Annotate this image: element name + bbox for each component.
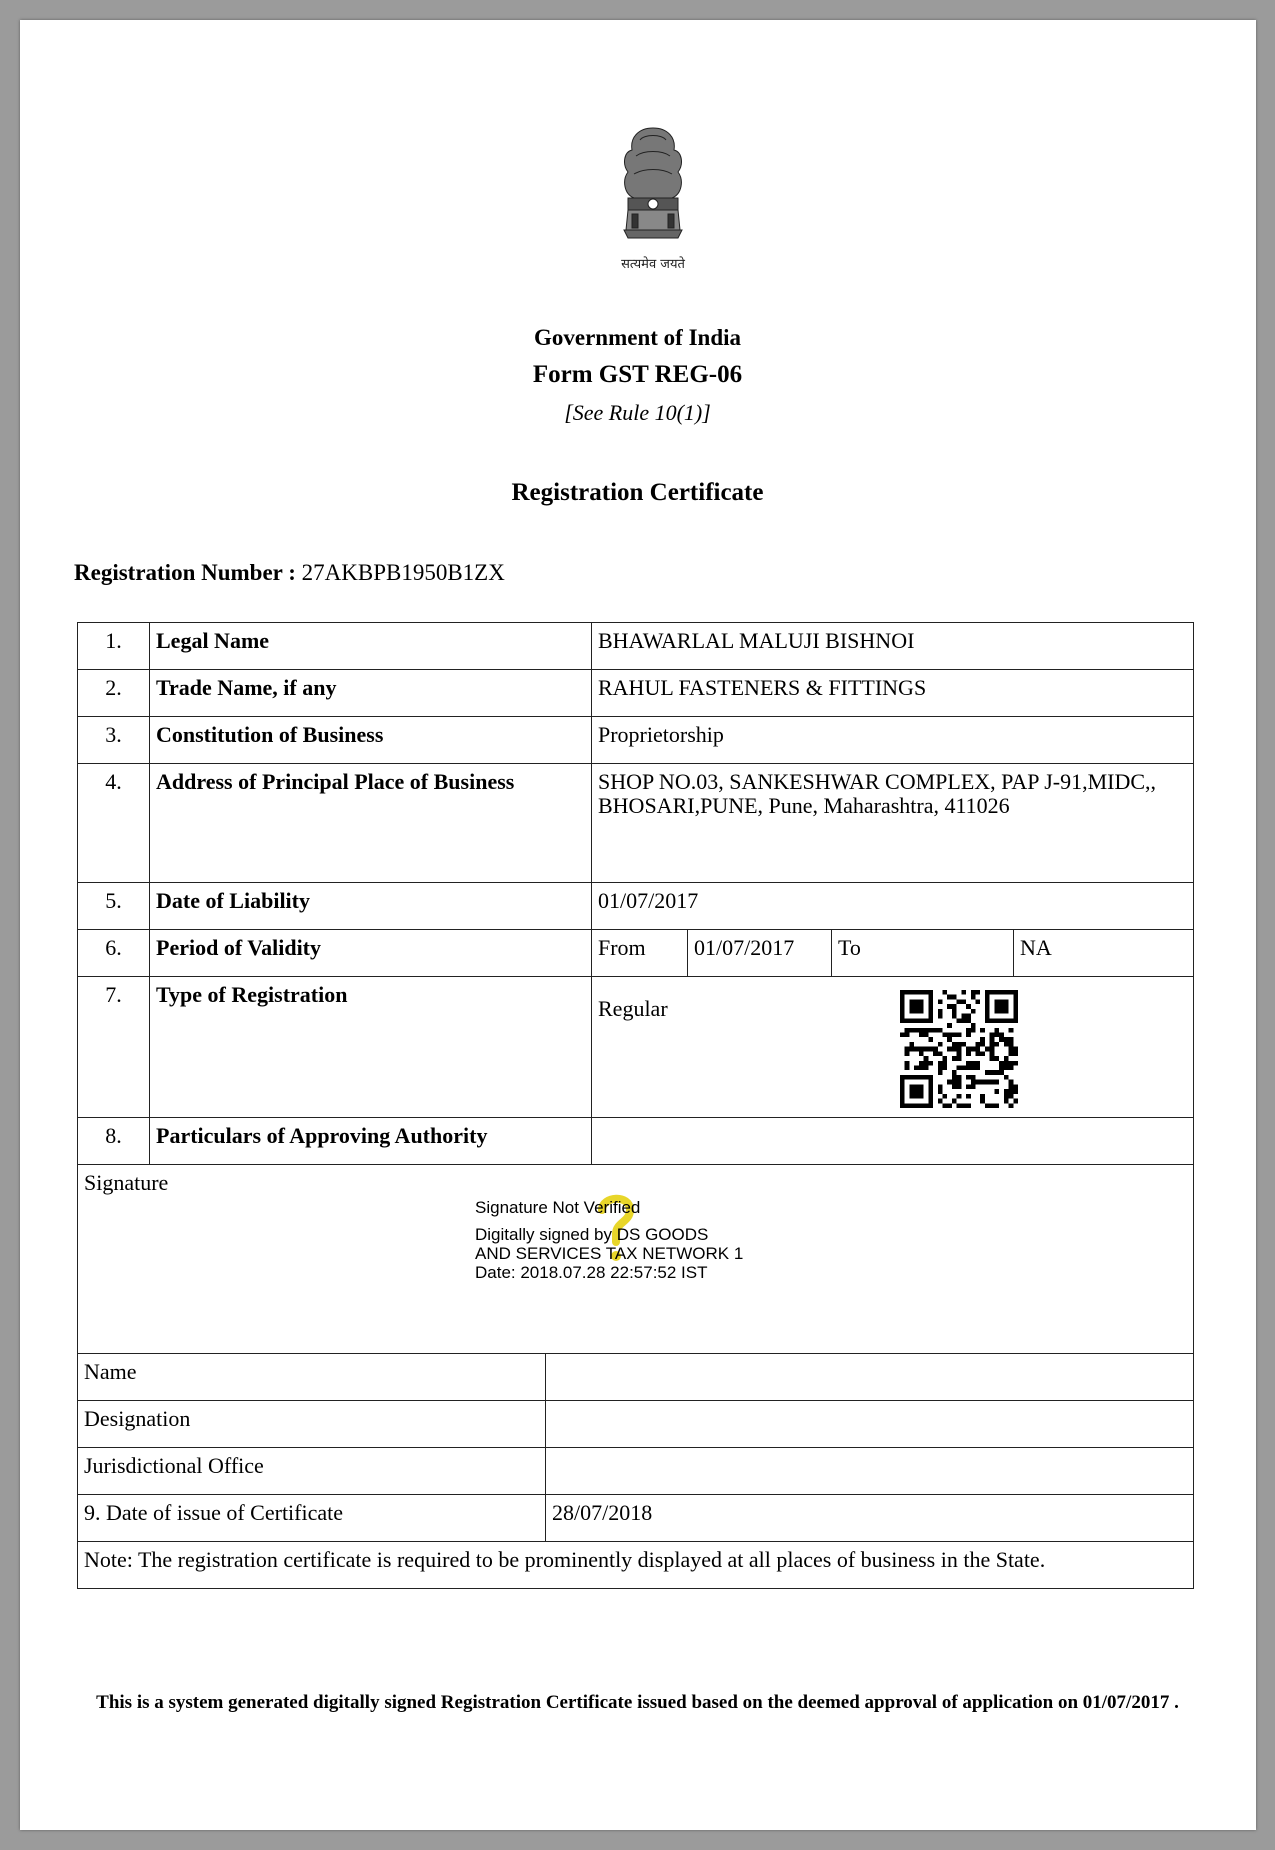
display-note: Note: The registration certificate is required to be prominently displayed at all places of business in the State.	[78, 1542, 1194, 1589]
table-row	[78, 1118, 1194, 1165]
emblem-motto: सत्यमेव जयते	[621, 257, 685, 272]
officer-name-value	[546, 1354, 1194, 1401]
table-row	[78, 623, 1194, 670]
signature-label: Signature	[78, 1165, 1194, 1354]
table-row	[78, 1542, 1194, 1589]
registration-number: 27AKBPB1950B1ZX	[301, 560, 505, 585]
table-row	[78, 1354, 1194, 1401]
row-number: 1.	[78, 623, 150, 670]
validity-to-value: NA	[1014, 930, 1194, 977]
row-number: 8.	[78, 1118, 150, 1165]
constitution-label: Constitution of Business	[150, 717, 592, 764]
table-row	[78, 1495, 1194, 1542]
table-row	[78, 1448, 1194, 1495]
registration-type-label: Type of Registration	[150, 977, 592, 1118]
liability-date-value: 01/07/2017	[592, 883, 1194, 930]
digital-signature-block	[475, 1198, 743, 1282]
legal-name-label: Legal Name	[150, 623, 592, 670]
table-row	[78, 930, 1194, 977]
trade-name-value: RAHUL FASTENERS & FITTINGS	[592, 670, 1194, 717]
table-row	[78, 717, 1194, 764]
validity-from-value: 01/07/2017	[688, 930, 832, 977]
form-name: Form GST REG-06	[532, 361, 743, 388]
designation-value	[546, 1401, 1194, 1448]
registration-number-line	[74, 560, 505, 586]
row-number: 4.	[78, 764, 150, 883]
row-number: 5.	[78, 883, 150, 930]
registration-type-value: Regular	[592, 977, 1194, 1118]
issue-date-label: 9. Date of issue of Certificate	[78, 1495, 546, 1542]
table-row	[78, 670, 1194, 717]
validity-to-label: To	[832, 930, 1014, 977]
signature-date: Date: 2018.07.28 22:57:52 IST	[475, 1263, 708, 1282]
signature-signer-line2: AND SERVICES TAX NETWORK 1	[475, 1244, 744, 1263]
system-generated-footer: This is a system generated digitally signed Registration Certificate issued based on the deemed approval of application on 01/07/2017 .	[96, 1692, 1179, 1713]
table-row	[78, 1401, 1194, 1448]
constitution-value: Proprietorship	[592, 717, 1194, 764]
row-number: 2.	[78, 670, 150, 717]
table-row	[78, 883, 1194, 930]
government-heading: Government of India	[534, 325, 741, 350]
liability-date-label: Date of Liability	[150, 883, 592, 930]
approving-authority-value	[592, 1118, 1194, 1165]
address-value: SHOP NO.03, SANKESHWAR COMPLEX, PAP J-91,MIDC,, BHOSARI,PUNE, Pune, Maharashtra, 411026	[592, 764, 1194, 883]
officer-name-label: Name	[78, 1354, 546, 1401]
table-row	[78, 764, 1194, 883]
signature-signer-line1: Digitally signed by DS GOODS	[475, 1225, 709, 1244]
table-row	[78, 977, 1194, 1118]
rule-reference: [See Rule 10(1)]	[564, 400, 711, 425]
signature-status: Signature Not Verified	[475, 1198, 641, 1217]
validity-label: Period of Validity	[150, 930, 592, 977]
national-emblem-icon	[588, 120, 718, 290]
trade-name-label: Trade Name, if any	[150, 670, 592, 717]
address-label: Address of Principal Place of Business	[150, 764, 592, 883]
jurisdictional-office-value	[546, 1448, 1194, 1495]
registration-number-label: Registration Number :	[74, 560, 296, 585]
jurisdictional-office-label: Jurisdictional Office	[78, 1448, 546, 1495]
registration-details-table	[77, 622, 1194, 1589]
row-number: 7.	[78, 977, 150, 1118]
row-number: 3.	[78, 717, 150, 764]
row-number: 6.	[78, 930, 150, 977]
legal-name-value: BHAWARLAL MALUJI BISHNOI	[592, 623, 1194, 670]
qr-code-icon	[900, 990, 1018, 1108]
issue-date-value: 28/07/2018	[546, 1495, 1194, 1542]
validity-from-label: From	[592, 930, 688, 977]
designation-label: Designation	[78, 1401, 546, 1448]
certificate-title: Registration Certificate	[511, 479, 764, 506]
approving-authority-label: Particulars of Approving Authority	[150, 1118, 592, 1165]
